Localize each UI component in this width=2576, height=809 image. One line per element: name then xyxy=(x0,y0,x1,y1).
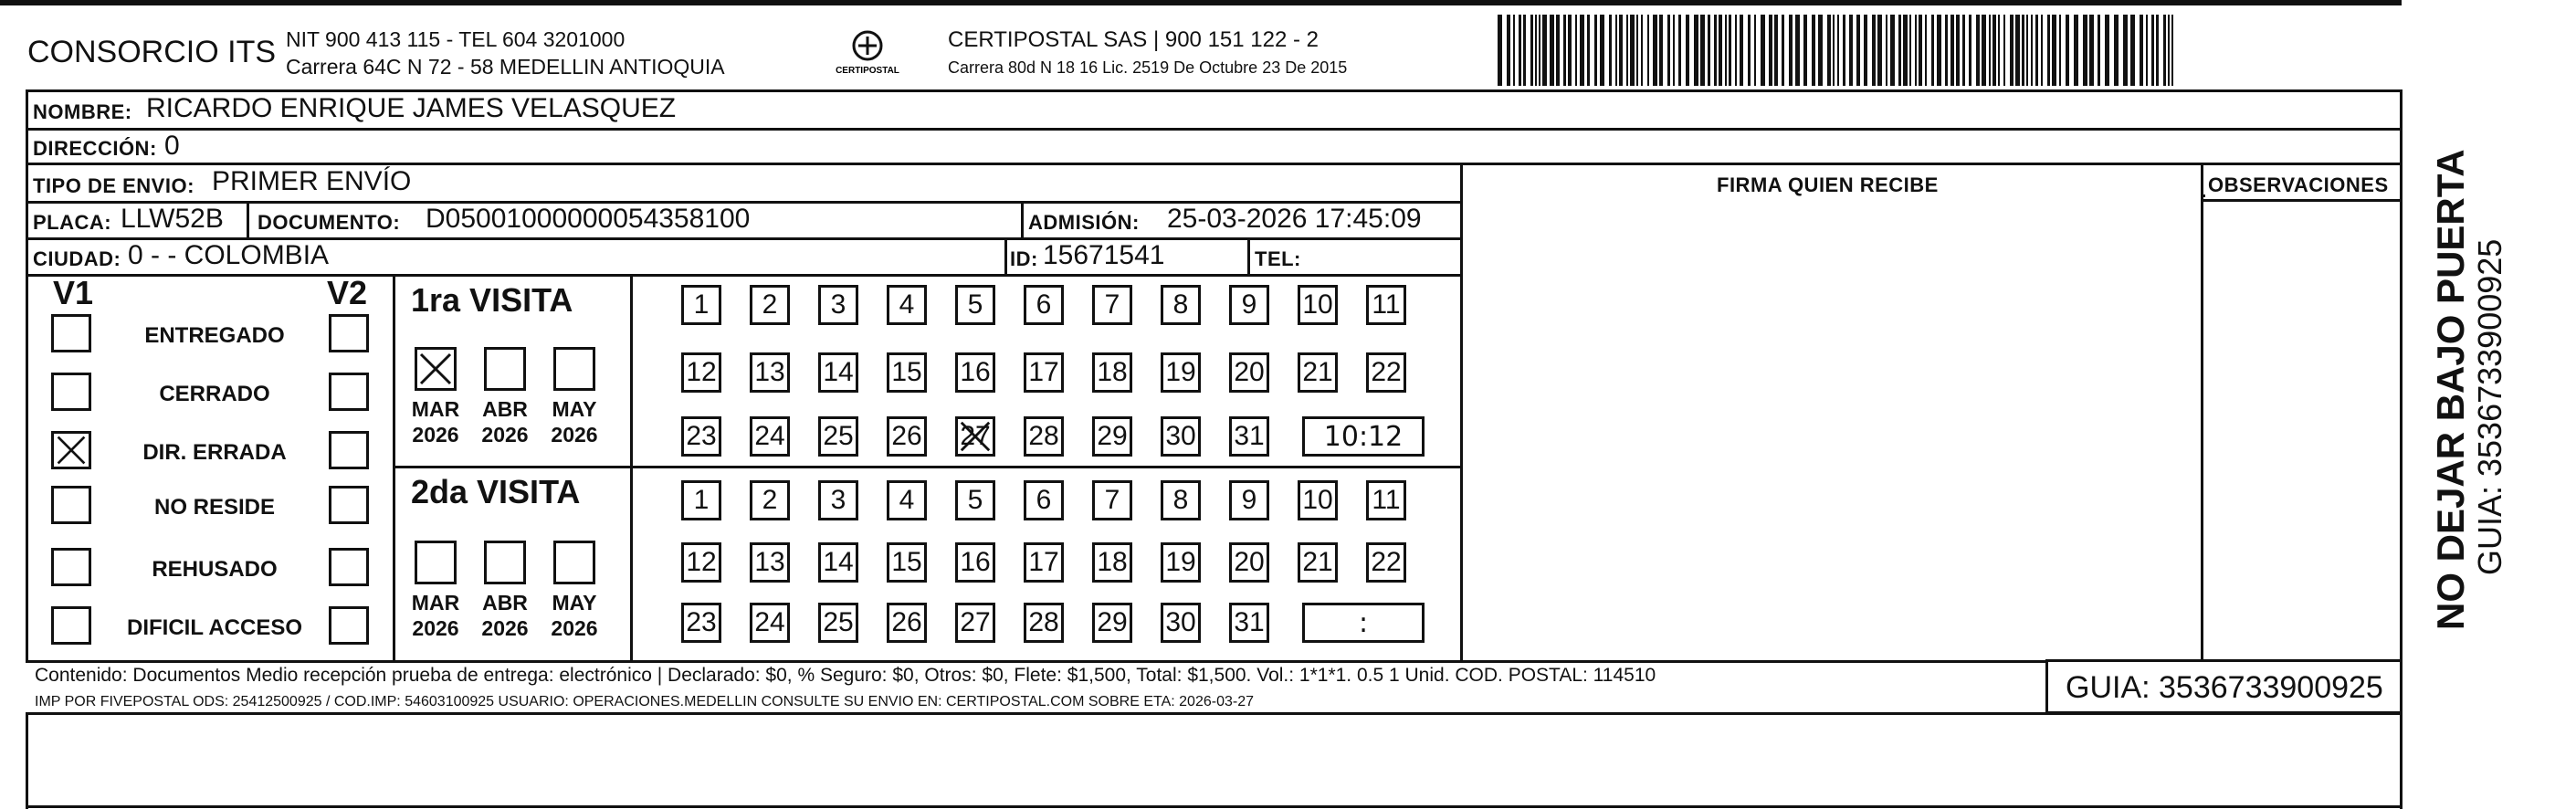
month-checkbox[interactable] xyxy=(484,541,526,584)
barcode xyxy=(1498,15,2182,86)
side-guia: GUIA: 3536733900925 xyxy=(2471,238,2508,575)
company-line2: Carrera 64C N 72 - 58 MEDELLIN ANTIOQUIA xyxy=(286,55,725,79)
visita1-title: 1ra VISITA xyxy=(411,281,573,319)
barcode-bar xyxy=(1886,15,1887,86)
status-option-label: REHUSADO xyxy=(152,557,278,582)
placa-value: LLW52B xyxy=(121,204,224,234)
day-box[interactable]: 5 xyxy=(955,480,995,520)
day-box[interactable]: 4 xyxy=(887,285,927,325)
frame-right xyxy=(2400,89,2403,662)
barcode-bar xyxy=(2098,15,2100,86)
day-box[interactable]: 13 xyxy=(750,542,790,583)
barcode-bar xyxy=(1931,15,1934,86)
day-box[interactable]: 30 xyxy=(1161,416,1201,457)
no-dejar-bajo-puerta: NO DEJAR BAJO PUERTA xyxy=(2429,149,2472,630)
placa-label: PLACA: xyxy=(33,211,112,234)
barcode-bar xyxy=(2171,15,2173,86)
day-box[interactable]: 24 xyxy=(750,603,790,643)
v1-checkbox[interactable] xyxy=(51,606,91,645)
documento-label: DOCUMENTO: xyxy=(258,211,401,234)
day-box[interactable]: 22 xyxy=(1366,352,1406,393)
x-mark-icon xyxy=(417,350,454,388)
barcode-bar xyxy=(1748,15,1751,86)
barcode-bar xyxy=(1708,15,1710,86)
day-box[interactable]: 23 xyxy=(681,416,721,457)
year-label: 2026 xyxy=(412,423,459,447)
day-box[interactable]: 7 xyxy=(1092,285,1132,325)
barcode-bar xyxy=(1568,15,1572,86)
barcode-bar xyxy=(1563,15,1566,86)
barcode-bar xyxy=(1992,15,1996,86)
day-box[interactable] xyxy=(955,416,995,457)
barcode-bar xyxy=(2156,15,2159,86)
barcode-bar xyxy=(1962,15,1965,86)
day-box[interactable]: 31 xyxy=(1229,416,1269,457)
day-box[interactable]: 19 xyxy=(1161,542,1201,583)
day-box[interactable]: 18 xyxy=(1092,542,1132,583)
barcode-bar xyxy=(1849,15,1853,86)
v2-checkbox[interactable] xyxy=(329,373,369,411)
company-name: CONSORCIO ITS xyxy=(27,35,277,69)
barcode-bar xyxy=(1609,15,1612,86)
month-checkbox[interactable] xyxy=(415,347,457,391)
barcode-bar xyxy=(1498,15,1502,86)
barcode-bar xyxy=(1630,15,1635,86)
barcode-bar xyxy=(1782,15,1784,86)
status-option-label: CERRADO xyxy=(159,382,270,406)
day-box[interactable]: 30 xyxy=(1161,603,1201,643)
day-box[interactable]: 9 xyxy=(1229,285,1269,325)
barcode-bar xyxy=(2151,15,2154,86)
month-label: MAY xyxy=(552,591,597,615)
barcode-bar xyxy=(1761,15,1765,86)
barcode-bar xyxy=(1856,15,1860,86)
day-box[interactable]: 26 xyxy=(887,603,927,643)
barcode-bar xyxy=(1903,15,1908,86)
nombre-value: RICARDO ENRIQUE JAMES VELASQUEZ xyxy=(146,93,677,123)
barcode-bar xyxy=(1673,15,1675,86)
visit-time-box[interactable]: 10:12 xyxy=(1302,416,1425,457)
day-box[interactable]: 6 xyxy=(1024,285,1064,325)
observaciones-label: OBSERVACIONES xyxy=(2208,173,2389,196)
frame-left xyxy=(26,89,28,662)
day-box[interactable]: 16 xyxy=(955,352,995,393)
day-box[interactable]: 19 xyxy=(1161,352,1201,393)
status-option-label: NO RESIDE xyxy=(153,495,276,520)
barcode-bar xyxy=(1890,15,1895,86)
day-box[interactable]: 1 xyxy=(681,480,721,520)
barcode-bar xyxy=(1827,15,1831,86)
x-mark-icon xyxy=(54,434,89,467)
day-box[interactable]: 27 xyxy=(955,603,995,643)
barcode-bar xyxy=(1818,15,1823,86)
barcode-bar xyxy=(2047,15,2050,86)
company-line1: NIT 900 413 115 - TEL 604 3201000 xyxy=(286,27,626,51)
barcode-bar xyxy=(2022,15,2024,86)
barcode-bar xyxy=(1694,15,1698,86)
barcode-bar xyxy=(1530,15,1533,86)
barcode-bar xyxy=(1919,15,1922,86)
barcode-bar xyxy=(1719,15,1722,86)
barcode-bar xyxy=(1725,15,1727,86)
v1-checkbox[interactable] xyxy=(51,431,91,469)
day-box[interactable]: 21 xyxy=(1298,352,1338,393)
year-label: 2026 xyxy=(481,423,529,447)
barcode-bar xyxy=(2123,15,2128,86)
barcode-bar xyxy=(1550,15,1554,86)
day-box[interactable]: 5 xyxy=(955,285,995,325)
year-label: 2026 xyxy=(551,423,598,447)
barcode-bar xyxy=(1653,15,1657,86)
day-box[interactable]: 20 xyxy=(1229,542,1269,583)
barcode-bar xyxy=(2140,15,2143,86)
v2-checkbox[interactable] xyxy=(329,314,369,352)
barcode-bar xyxy=(2015,15,2020,86)
barcode-bar xyxy=(1523,15,1526,86)
barcode-bar xyxy=(2052,15,2056,86)
nombre-label: NOMBRE: xyxy=(33,100,132,123)
v1-checkbox[interactable] xyxy=(51,548,91,586)
month-checkbox[interactable] xyxy=(553,541,595,584)
barcode-bar xyxy=(1678,15,1681,86)
v1-label: V1 xyxy=(53,274,94,311)
admision-value: 25-03-2026 17:45:09 xyxy=(1167,204,1422,234)
barcode-bar xyxy=(1539,15,1540,86)
barcode-bar xyxy=(2031,15,2033,86)
barcode-bar xyxy=(2114,15,2119,86)
firma-label: FIRMA QUIEN RECIBE xyxy=(1717,173,1939,196)
v2-checkbox[interactable] xyxy=(329,548,369,586)
v1-checkbox[interactable] xyxy=(51,486,91,524)
barcode-bar xyxy=(2168,15,2170,86)
barcode-bar xyxy=(1535,15,1537,86)
day-box[interactable]: 3 xyxy=(818,480,858,520)
day-box[interactable]: 2 xyxy=(750,285,790,325)
barcode-bar xyxy=(1909,15,1911,86)
barcode-bar xyxy=(1542,15,1547,86)
barcode-bar xyxy=(1615,15,1617,86)
year-label: 2026 xyxy=(551,616,598,640)
barcode-bar xyxy=(1636,15,1638,86)
day-box[interactable]: 16 xyxy=(955,542,995,583)
barcode-bar xyxy=(2035,15,2038,86)
direccion-label: DIRECCIÓN: xyxy=(33,137,157,160)
barcode-bar xyxy=(1556,15,1560,86)
day-box[interactable]: 31 xyxy=(1229,603,1269,643)
barcode-bar xyxy=(2074,15,2078,86)
barcode-bar xyxy=(2089,15,2094,86)
month-label: ABR xyxy=(482,591,528,615)
day-box[interactable]: 14 xyxy=(818,352,858,393)
day-box[interactable]: 9 xyxy=(1229,480,1269,520)
day-box[interactable]: 17 xyxy=(1024,352,1064,393)
day-box[interactable]: 25 xyxy=(818,416,858,457)
barcode-bar xyxy=(1812,15,1815,86)
barcode-bar xyxy=(2059,15,2061,86)
day-number: 27 xyxy=(960,421,991,451)
day-box[interactable]: 20 xyxy=(1229,352,1269,393)
day-box[interactable]: 13 xyxy=(750,352,790,393)
v1-checkbox[interactable] xyxy=(51,314,91,352)
barcode-bar xyxy=(2163,15,2166,86)
x-mark-icon xyxy=(958,419,993,454)
barcode-bar xyxy=(2026,15,2028,86)
admision-label: ADMISIÓN: xyxy=(1028,211,1140,234)
status-option-label: DIR. ERRADA xyxy=(142,440,287,465)
barcode-bar xyxy=(1587,15,1590,86)
status-option-label: ENTREGADO xyxy=(144,323,285,348)
barcode-bar xyxy=(1729,15,1731,86)
month-label: MAR xyxy=(411,591,460,615)
barcode-bar xyxy=(1513,15,1515,86)
barcode-bar xyxy=(2146,15,2148,86)
day-box[interactable]: 10 xyxy=(1298,480,1338,520)
frame-top xyxy=(26,89,2403,92)
barcode-bar xyxy=(1507,15,1510,86)
certipostal-logo xyxy=(829,26,906,80)
v2-checkbox[interactable] xyxy=(329,486,369,524)
day-box[interactable]: 3 xyxy=(818,285,858,325)
barcode-bar xyxy=(1803,15,1807,86)
barcode-bar xyxy=(1619,15,1623,86)
day-box[interactable]: 7 xyxy=(1092,480,1132,520)
barcode-bar xyxy=(1519,15,1521,86)
barcode-bar xyxy=(1915,15,1917,86)
barcode-bar xyxy=(1945,15,1948,86)
barcode-bar xyxy=(1580,15,1584,86)
barcode-bar xyxy=(1833,15,1835,86)
barcode-bar xyxy=(1976,15,1980,86)
barcode-bar xyxy=(1600,15,1604,86)
barcode-bar xyxy=(2066,15,2069,86)
footer-imp: IMP POR FIVEPOSTAL ODS: 25412500925 / COD.IMP: 54603100925 USUARIO: OPERACIONES.MEDELLIN CONSULTE SU ENVIO EN: CERTIPOSTAL.COM SOBRE ETA: 2026-03-27 xyxy=(35,694,1254,709)
day-box[interactable]: 11 xyxy=(1366,285,1406,325)
day-box[interactable]: 8 xyxy=(1161,285,1201,325)
barcode-bar xyxy=(1774,15,1778,86)
barcode-bar xyxy=(1594,15,1597,86)
day-box[interactable]: 28 xyxy=(1024,416,1064,457)
month-label: MAY xyxy=(552,397,597,421)
barcode-bar xyxy=(2130,15,2135,86)
day-box[interactable]: 8 xyxy=(1161,480,1201,520)
barcode-bar xyxy=(1998,15,2000,86)
day-box[interactable]: 6 xyxy=(1024,480,1064,520)
top-border xyxy=(0,0,2402,5)
day-box[interactable]: 29 xyxy=(1092,603,1132,643)
barcode-bar xyxy=(1950,15,1954,86)
day-box[interactable]: 22 xyxy=(1366,542,1406,583)
barcode-bar xyxy=(1659,15,1663,86)
documento-value: D05001000000054358100 xyxy=(426,204,751,234)
barcode-bar xyxy=(1864,15,1867,86)
barcode-bar xyxy=(1925,15,1927,86)
carrier-line1: CERTIPOSTAL SAS | 900 151 122 - 2 xyxy=(948,27,1319,52)
barcode-bar xyxy=(1626,15,1628,86)
barcode-bar xyxy=(1989,15,1991,86)
month-checkbox[interactable] xyxy=(415,541,457,584)
barcode-bar xyxy=(1837,15,1839,86)
barcode-bar xyxy=(1686,15,1689,86)
v2-checkbox[interactable] xyxy=(329,431,369,469)
barcode-bar xyxy=(2105,15,2109,86)
barcode-bar xyxy=(1789,15,1793,86)
v2-label: V2 xyxy=(327,274,368,311)
barcode-bar xyxy=(1877,15,1882,86)
barcode-bar xyxy=(1769,15,1772,86)
tipo-envio-value: PRIMER ENVÍO xyxy=(212,166,412,196)
barcode-bar xyxy=(1898,15,1901,86)
v1-checkbox[interactable] xyxy=(51,373,91,411)
day-box[interactable]: 14 xyxy=(818,542,858,583)
day-box[interactable]: 24 xyxy=(750,416,790,457)
barcode-bar xyxy=(1956,15,1960,86)
year-label: 2026 xyxy=(481,616,529,640)
day-box[interactable]: 26 xyxy=(887,416,927,457)
day-box[interactable]: 17 xyxy=(1024,542,1064,583)
day-box[interactable]: 25 xyxy=(818,603,858,643)
carrier-line2: Carrera 80d N 18 16 Lic. 2519 De Octubre 23 De 2015 xyxy=(948,58,1348,77)
ciudad-value: 0 - - COLOMBIA xyxy=(128,240,330,270)
day-box[interactable]: 2 xyxy=(750,480,790,520)
day-box[interactable]: 4 xyxy=(887,480,927,520)
barcode-bar xyxy=(1714,15,1717,86)
barcode-bar xyxy=(1647,15,1649,86)
day-box[interactable]: 11 xyxy=(1366,480,1406,520)
barcode-bar xyxy=(2083,15,2087,86)
barcode-bar xyxy=(1937,15,1941,86)
barcode-bar xyxy=(1872,15,1876,86)
tel-label: TEL: xyxy=(1255,247,1301,270)
day-box[interactable]: 15 xyxy=(887,542,927,583)
day-box[interactable]: 15 xyxy=(887,352,927,393)
day-box[interactable]: 10 xyxy=(1298,285,1338,325)
tipo-envio-label: TIPO DE ENVIO: xyxy=(33,174,195,197)
barcode-bar xyxy=(2003,15,2005,86)
id-label: ID: xyxy=(1010,247,1038,270)
day-box[interactable]: 29 xyxy=(1092,416,1132,457)
footer-guia: GUIA: 3536733900925 xyxy=(2066,670,2383,705)
day-box[interactable]: 1 xyxy=(681,285,721,325)
barcode-bar xyxy=(1795,15,1800,86)
barcode-bar xyxy=(2041,15,2043,86)
barcode-bar xyxy=(1667,15,1670,86)
footer-contenido: Contenido: Documentos Medio recepción prueba de entrega: electrónico | Declarado: $0, % Seguro: $0, Otros: $0, Flete: $1,500, Total: $1,500. Vol.: 1*1*1. 0.5 1 Unid. COD. POSTAL: 114510 xyxy=(35,665,1656,686)
barcode-bar xyxy=(1754,15,1756,86)
id-value: 15671541 xyxy=(1043,240,1165,270)
logo-text: CERTIPOSTAL xyxy=(836,66,899,76)
day-box[interactable]: 21 xyxy=(1298,542,1338,583)
barcode-bar xyxy=(2010,15,2013,86)
direccion-value: 0 xyxy=(164,131,180,161)
barcode-bar xyxy=(1843,15,1845,86)
day-box[interactable]: 23 xyxy=(681,603,721,643)
barcode-bar xyxy=(1575,15,1577,86)
month-checkbox[interactable] xyxy=(553,347,595,391)
barcode-bar xyxy=(1969,15,1971,86)
barcode-bar xyxy=(1735,15,1737,86)
visita2-title: 2da VISITA xyxy=(411,473,581,510)
barcode-bar xyxy=(1740,15,1743,86)
v2-checkbox[interactable] xyxy=(329,606,369,645)
month-label: ABR xyxy=(482,397,528,421)
month-label: MAR xyxy=(411,397,460,421)
barcode-bar xyxy=(1700,15,1705,86)
day-box[interactable]: 28 xyxy=(1024,603,1064,643)
day-box[interactable]: 18 xyxy=(1092,352,1132,393)
barcode-bar xyxy=(1982,15,1986,86)
day-box[interactable]: 12 xyxy=(681,352,721,393)
barcode-bar xyxy=(1641,15,1643,86)
day-box[interactable]: 12 xyxy=(681,542,721,583)
status-option-label: DIFICIL ACCESO xyxy=(126,615,302,640)
month-checkbox[interactable] xyxy=(484,347,526,391)
ciudad-label: CIUDAD: xyxy=(33,247,121,270)
year-label: 2026 xyxy=(412,616,459,640)
visit-time-box[interactable]: : xyxy=(1302,603,1425,643)
